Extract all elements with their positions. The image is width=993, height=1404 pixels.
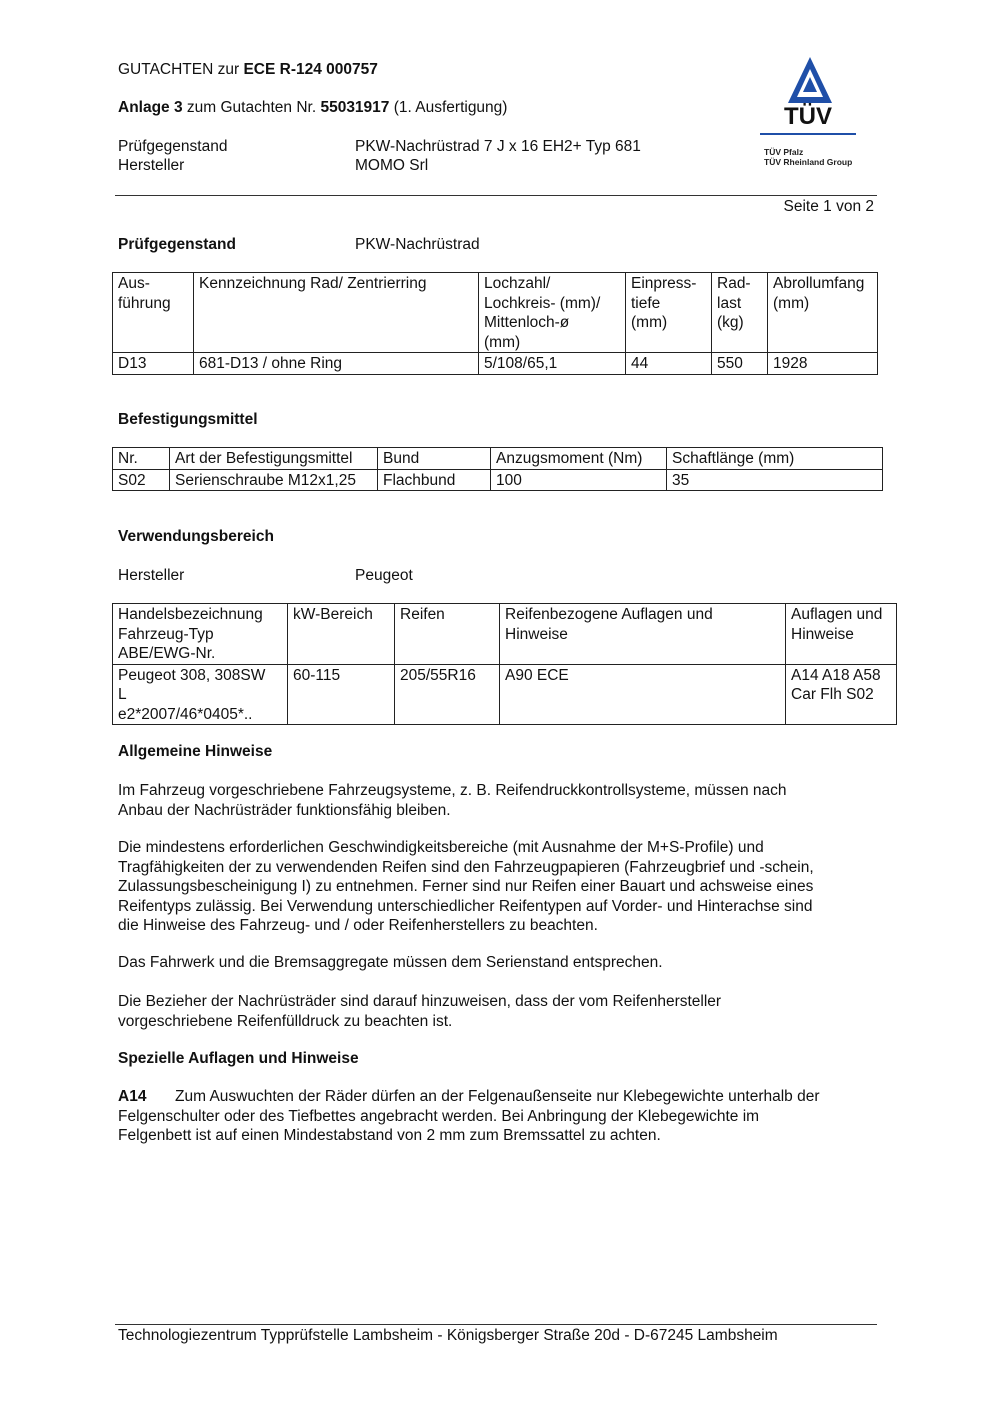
verwendung-cell: Peugeot 308, 308SW L e2*2007/46*0405*.. (113, 664, 288, 725)
verwendung-cell: 60-115 (288, 664, 395, 725)
section-verwendung-title: Verwendungsbereich (118, 528, 274, 545)
wheel-cell: 550 (712, 353, 768, 375)
wheel-header-cell: Aus- führung (113, 273, 194, 353)
wheel-header-cell: Kennzeichnung Rad/ Zentrierring (194, 273, 479, 353)
header-title-prefix: GUTACHTEN zur (118, 61, 244, 78)
verwendung-hersteller-value: Peugeot (355, 567, 413, 584)
spezielle-title: Spezielle Auflagen und Hinweise (118, 1050, 359, 1067)
verwendung-header-cell: Handelsbezeichnung Fahrzeug-Typ ABE/EWG-Nr. (113, 604, 288, 665)
pruefgegenstand-value: PKW-Nachrüstrad 7 J x 16 EH2+ Typ 681 (355, 138, 641, 155)
befestigung-header-cell: Anzugsmoment (Nm) (491, 448, 667, 470)
verwendung-header-cell: kW-Bereich (288, 604, 395, 665)
header-title (118, 60, 378, 79)
verwendung-cell: A90 ECE (500, 664, 786, 725)
gutachten-number: 55031917 (320, 99, 390, 116)
verwendung-table (112, 603, 897, 725)
befestigung-header-cell: Bund (378, 448, 491, 470)
verwendung-header-cell: Reifenbezogene Auflagen und Hinweise (500, 604, 786, 665)
tuev-triangle-icon (760, 55, 860, 107)
befestigung-cell: S02 (113, 469, 170, 491)
anlage-label: Anlage 3 (118, 99, 183, 116)
allgemeine-paragraph-2: Die mindestens erforderlichen Geschwindigkeitsbereiche (mit Ausnahme der M+S-Profile) und Tragfähigkeiten der zu verwendenden Reifen sind den Fahrzeugpapieren (Fahrzeugbrief und -schein, Zulassungsbescheinigung I) zu entnehmen. Ferner sind nur Reifen einer Bauart und achsweise eines Reifentyps zulässig. Bei Verwendung unterschiedlicher Reifentypen auf Vorder- und Hinterachse sind die Hinweise des Fahrzeug- und / oder Reifenherstellers zu beachten. (118, 839, 814, 934)
verwendung-header-cell: Reifen (395, 604, 500, 665)
wheel-cell: 5/108/65,1 (479, 353, 626, 375)
table-row (113, 664, 897, 725)
page-info: Seite 1 von 2 (783, 198, 874, 215)
verwendung-header-row (113, 604, 897, 665)
anlage-suffix: (1. Ausfertigung) (389, 99, 508, 116)
verwendung-header-cell: Auflagen und Hinweise (786, 604, 897, 665)
befestigung-header-row (113, 448, 883, 470)
hersteller-label: Hersteller (118, 157, 185, 174)
verwendung-hersteller-label: Hersteller (118, 567, 185, 584)
allgemeine-paragraph-3: Das Fahrwerk und die Bremsaggregate müssen dem Serienstand entsprechen. (118, 954, 663, 971)
befestigung-table (112, 447, 883, 491)
befestigung-cell: Serienschraube M12x1,25 (170, 469, 378, 491)
section-pruef-label: Prüfgegenstand (118, 236, 236, 253)
wheel-header-cell: Lochzahl/ Lochkreis- (mm)/ Mittenloch-ø (mm) (479, 273, 626, 353)
wheel-table-header-row (113, 273, 878, 353)
wheel-table (112, 272, 878, 375)
befestigung-cell: Flachbund (378, 469, 491, 491)
section-pruef-value: PKW-Nachrüstrad (355, 236, 480, 253)
befestigung-header-cell: Nr. (113, 448, 170, 470)
wheel-header-cell: Abrollumfang (mm) (768, 273, 878, 353)
befestigung-cell: 100 (491, 469, 667, 491)
befestigung-header-cell: Art der Befestigungsmittel (170, 448, 378, 470)
verwendung-cell: 205/55R16 (395, 664, 500, 725)
allgemeine-title: Allgemeine Hinweise (118, 743, 273, 760)
spezielle-text (118, 1087, 820, 1146)
spezielle-text-content: Zum Auswuchten der Räder dürfen an der Felgenaußenseite nur Klebegewichte unterhalb der Felgenschulter oder des Tiefbettes angebracht werden. Bei Anbringung der Klebegewichte im Felgenbett ist auf einen Mindestabstand von 2 mm zum Bremssattel zu achten. (118, 1088, 820, 1144)
befestigung-cell: 35 (667, 469, 883, 491)
wheel-cell: 681-D13 / ohne Ring (194, 353, 479, 375)
tuev-logo (760, 55, 860, 167)
wheel-header-cell: Einpress- tiefe (mm) (626, 273, 712, 353)
allgemeine-paragraph-4: Die Bezieher der Nachrüsträder sind darauf hinzuweisen, dass der vom Reifenhersteller vorgeschriebene Reifenfülldruck zu beachten ist. (118, 993, 722, 1030)
tuev-logo-line1: TÜV Pfalz (764, 147, 804, 157)
pruefgegenstand-label: Prüfgegenstand (118, 138, 228, 155)
wheel-header-cell: Rad- last (kg) (712, 273, 768, 353)
footer-text: Technologiezentrum Typprüfstelle Lambsheim - Königsberger Straße 20d - D-67245 Lambsheim (118, 1327, 778, 1344)
header-divider (115, 195, 877, 196)
header-title-ece: ECE R-124 000757 (243, 61, 378, 78)
wheel-cell: 44 (626, 353, 712, 375)
tuev-logo-bar (760, 133, 856, 135)
hersteller-value: MOMO Srl (355, 157, 429, 174)
anlage-mid: zum Gutachten Nr. (182, 99, 321, 116)
tuev-logo-name: TÜV (784, 103, 832, 130)
verwendung-cell: A14 A18 A58 Car Flh S02 (786, 664, 897, 725)
footer-divider (115, 1324, 877, 1325)
wheel-cell: 1928 (768, 353, 878, 375)
section-befestigung-title: Befestigungsmittel (118, 411, 258, 428)
spezielle-code: A14 (118, 1088, 147, 1105)
table-row (113, 469, 883, 491)
befestigung-header-cell: Schaftlänge (mm) (667, 448, 883, 470)
anlage-line (118, 98, 507, 117)
allgemeine-paragraph-1: Im Fahrzeug vorgeschriebene Fahrzeugsysteme, z. B. Reifendruckkontrollsysteme, müssen nach Anbau der Nachrüsträder funktionsfähig bleiben. (118, 782, 787, 819)
table-row (113, 353, 878, 375)
tuev-logo-line2: TÜV Rheinland Group (764, 157, 853, 167)
wheel-cell: D13 (113, 353, 194, 375)
